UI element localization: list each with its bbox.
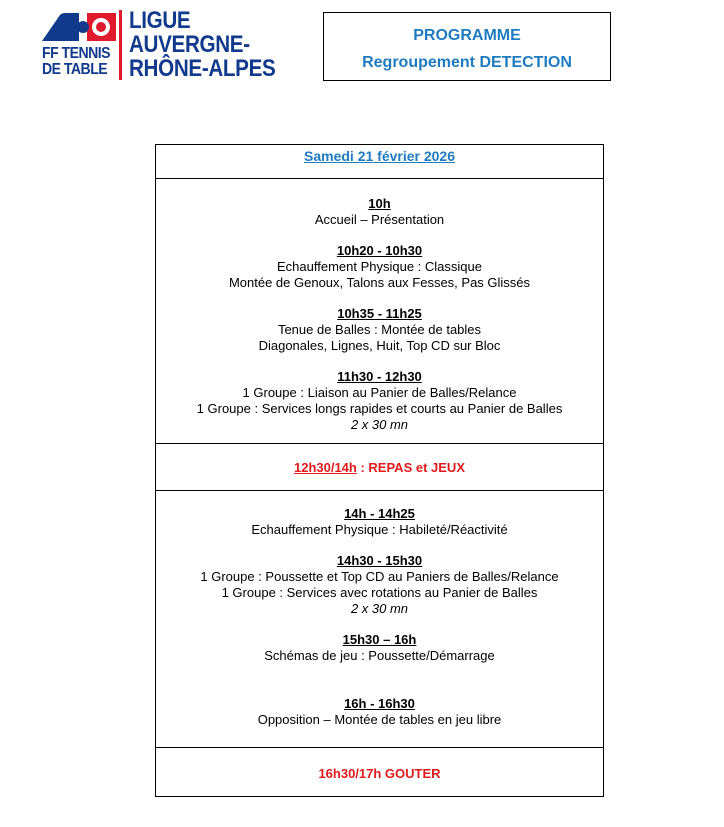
lunch-separator: : <box>356 460 369 475</box>
slot-time: 10h35 - 11h25 <box>337 306 422 321</box>
afternoon-slot-4 <box>156 696 603 728</box>
lunch-time: 12h30/14h <box>293 460 357 475</box>
slot-time: 14h - 14h25 <box>344 506 415 521</box>
slot-time: 16h - 16h30 <box>344 696 415 711</box>
slot-activity: Diagonales, Lignes, Huit, Top CD sur Bloc <box>258 338 501 353</box>
slot-activity: 1 Groupe : Services longs rapides et courts au Panier de Balles <box>196 401 563 416</box>
morning-slot-3 <box>156 306 603 354</box>
slot-activity: Schémas de jeu : Poussette/Démarrage <box>264 648 495 663</box>
slot-time: 15h30 – 16h <box>342 632 417 647</box>
program-header-box <box>323 12 611 81</box>
lunch-row <box>156 444 603 491</box>
slot-activity: 1 Groupe : Liaison au Panier de Balles/Relance <box>242 385 517 400</box>
slot-activity: Accueil – Présentation <box>314 212 445 227</box>
schedule-date-row <box>156 145 603 179</box>
slot-time: 10h <box>368 196 391 211</box>
gouter-row <box>156 748 603 796</box>
morning-slot-4 <box>156 369 603 433</box>
lunch-label: REPAS et JEUX <box>368 460 465 475</box>
logo-ligue-line-2: AUVERGNE- <box>129 31 250 58</box>
logo-ligue-line-3: RHÔNE-ALPES <box>129 55 276 82</box>
schedule-table <box>155 144 604 797</box>
slot-time: 11h30 - 12h30 <box>337 369 422 384</box>
afternoon-slot-2 <box>156 553 603 617</box>
morning-slot-2 <box>156 243 603 291</box>
slot-time: 10h20 - 10h30 <box>336 243 423 258</box>
logo-ff-line-1: FF TENNIS <box>42 45 110 62</box>
slot-note: 2 x 30 mn <box>350 601 409 616</box>
slot-activity: Echauffement Physique : Classique <box>277 259 482 274</box>
slot-activity: Tenue de Balles : Montée de tables <box>277 322 482 337</box>
slot-activity: Montée de Genoux, Talons aux Fesses, Pas Glissés <box>228 275 531 290</box>
program-title: PROGRAMME <box>413 27 521 44</box>
program-subtitle: Regroupement DETECTION <box>362 54 572 71</box>
logo-ligue-line-1: LIGUE <box>129 7 191 34</box>
table-tennis-logo-icon <box>40 12 118 42</box>
afternoon-slot-1 <box>156 506 603 538</box>
afternoon-slot-3 <box>156 632 603 664</box>
slot-activity: Echauffement Physique : Habileté/Réactivité <box>251 522 508 537</box>
slot-activity: 1 Groupe : Poussette et Top CD au Paniers de Balles/Relance <box>200 569 559 584</box>
slot-note: 2 x 30 mn <box>350 417 409 432</box>
morning-session <box>156 179 603 444</box>
gouter-label: 16h30/17h GOUTER <box>318 766 441 781</box>
afternoon-session <box>156 491 603 748</box>
logo-separator <box>119 10 122 80</box>
slot-activity: Opposition – Montée de tables en jeu libre <box>257 712 502 727</box>
logo-ff-text <box>42 46 110 78</box>
federation-logo <box>40 8 290 88</box>
logo-ligue-text <box>129 9 275 81</box>
schedule-date: Samedi 21 février 2026 <box>304 148 455 164</box>
logo-ff-line-2: DE TABLE <box>42 61 108 78</box>
morning-slot-1 <box>156 196 603 228</box>
slot-time: 14h30 - 15h30 <box>336 553 423 568</box>
slot-activity: 1 Groupe : Services avec rotations au Panier de Balles <box>221 585 538 600</box>
